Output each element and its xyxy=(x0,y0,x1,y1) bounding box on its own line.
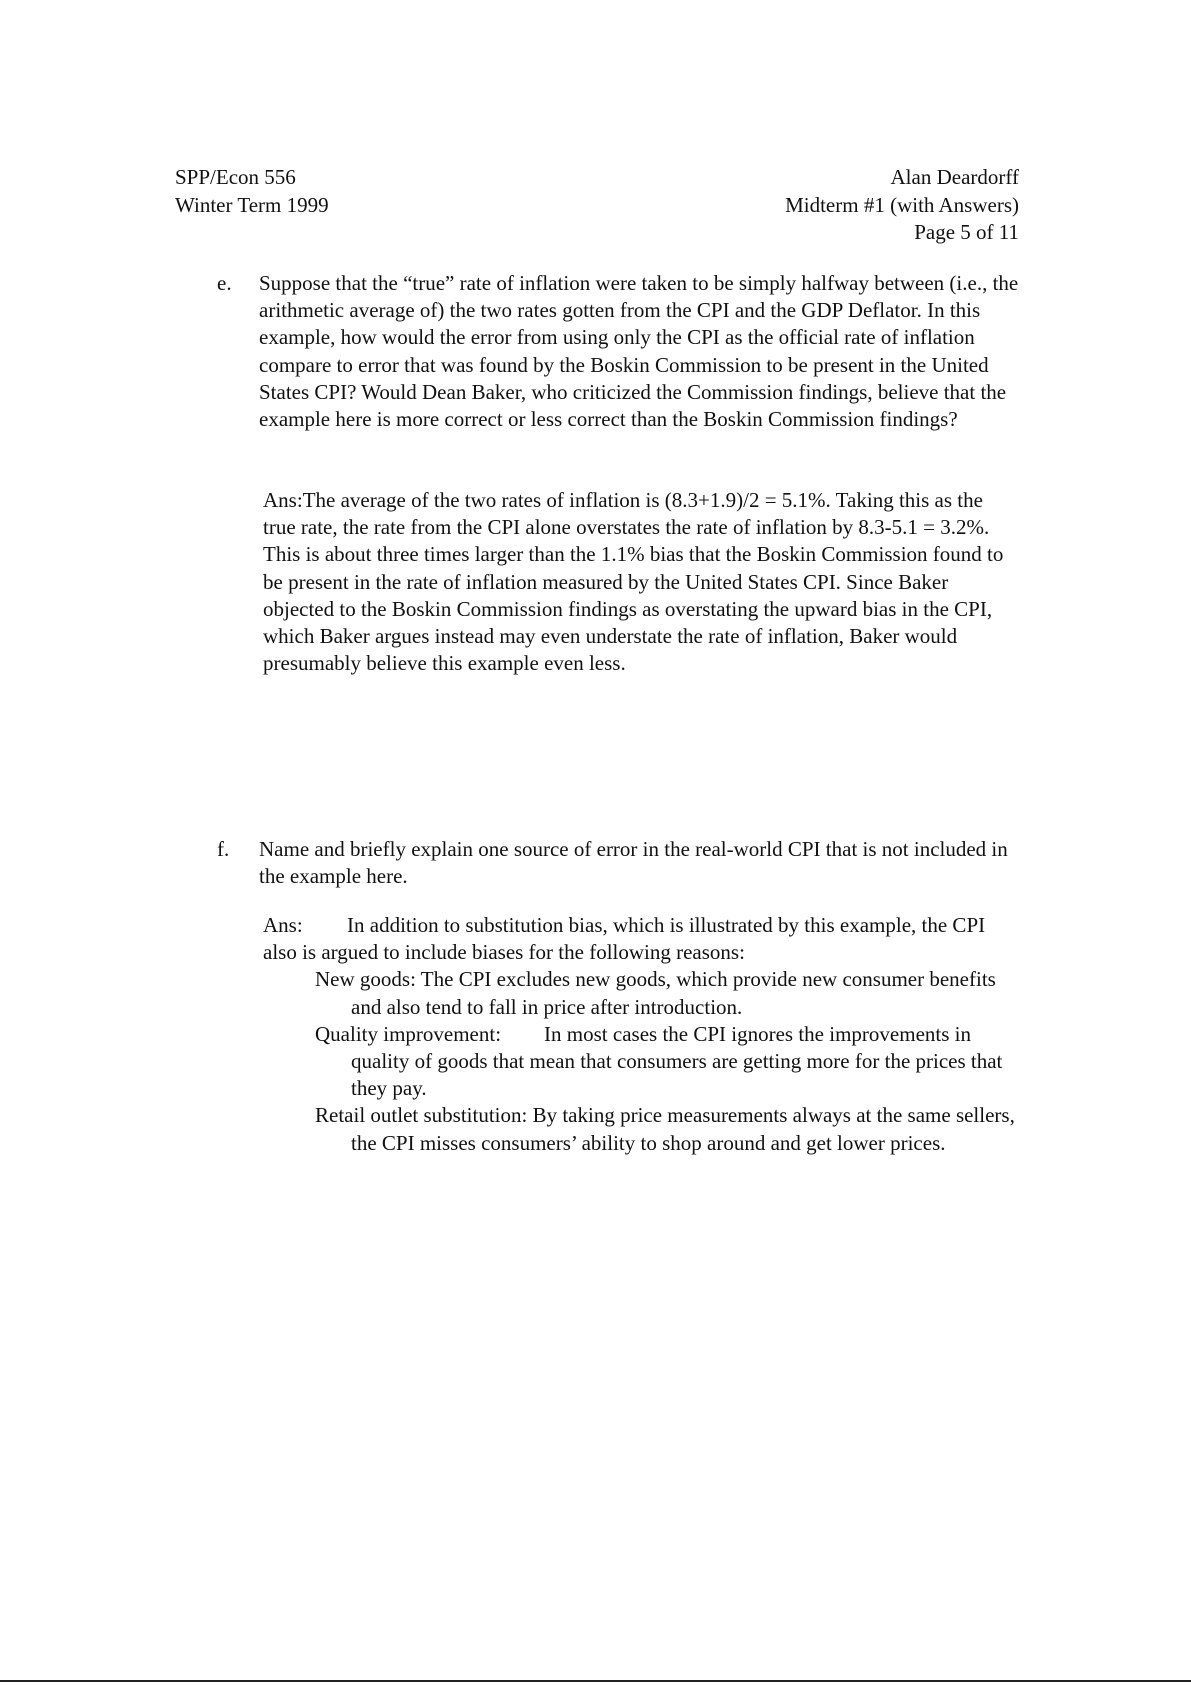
reason-term: Retail outlet substitution: xyxy=(315,1103,528,1128)
author: Alan Deardorff xyxy=(890,165,1019,189)
page-bottom-rule xyxy=(0,1680,1191,1682)
answer-f-label: Ans: xyxy=(263,913,303,937)
header-right xyxy=(785,164,1019,247)
header-left xyxy=(175,164,329,219)
answer-f-intro-text: In addition to substitution bias, which is illustrated by this example, the CPI also is argued to include biases for the following reasons: xyxy=(263,913,986,965)
question-e xyxy=(217,270,1017,433)
reason-text: By taking price measurements always at the same sellers, the CPI misses consumers’ ability to shop around and get lower prices. xyxy=(351,1103,1015,1155)
reason-term: Quality improvement: xyxy=(315,1021,502,1046)
answer-e-label: Ans: xyxy=(263,488,303,512)
exam-title: Midterm #1 (with Answers) xyxy=(785,192,1019,217)
answer-e xyxy=(263,487,1018,677)
answer-f xyxy=(263,912,1018,1157)
list-item xyxy=(315,966,1018,1020)
list-item xyxy=(315,1021,1018,1103)
question-e-letter: e. xyxy=(217,271,232,295)
reason-term: New goods: xyxy=(315,967,416,992)
page-number: Page 5 of 11 xyxy=(914,220,1019,244)
question-f-letter: f. xyxy=(217,837,230,861)
answer-f-intro xyxy=(263,912,1018,966)
list-item xyxy=(315,1102,1018,1156)
question-e-text: Suppose that the “true” rate of inflation were taken to be simply halfway between (i.e., the arithmetic average of) the two rates gotten from the CPI and the GDP Deflator. In this example, how would the error from using only the CPI as the official rate of inflation compare to error that was found by the Boskin Commission to be present in the United States CPI? Would Dean Baker, who criticized the Commission findings, believe that the example here is more correct or less correct than the Boskin Commission findings? xyxy=(259,271,1019,432)
answer-e-text: The average of the two rates of inflation is (8.3+1.9)/2 = 5.1%. Taking this as the true rate, the rate from the CPI alone overstates the rate of inflation by 8.3-5.1 = 3.2%. This is about three times larger than the 1.1% bias that the Boskin Commission found to be present in the rate of inflation measured by the United States CPI. Since Baker objected to the Boskin Commission findings as overstating the upward bias in the CPI, which Baker argues instead may even understate the rate of inflation, Baker would presumably believe this example even less. xyxy=(263,488,1004,676)
course-code: SPP/Econ 556 xyxy=(175,165,296,189)
bias-reasons-list xyxy=(263,966,1018,1156)
reason-text: The CPI excludes new goods, which provide new consumer benefits and also tend to fall in price after introduction. xyxy=(351,967,996,1019)
reason-text: In most cases the CPI ignores the improvements in quality of goods that mean that consumers are getting more for the prices that they pay. xyxy=(351,1021,1003,1101)
question-f-text: Name and briefly explain one source of error in the real-world CPI that is not included in the example here. xyxy=(259,837,1008,889)
term: Winter Term 1999 xyxy=(175,192,329,217)
question-f xyxy=(217,836,1017,890)
